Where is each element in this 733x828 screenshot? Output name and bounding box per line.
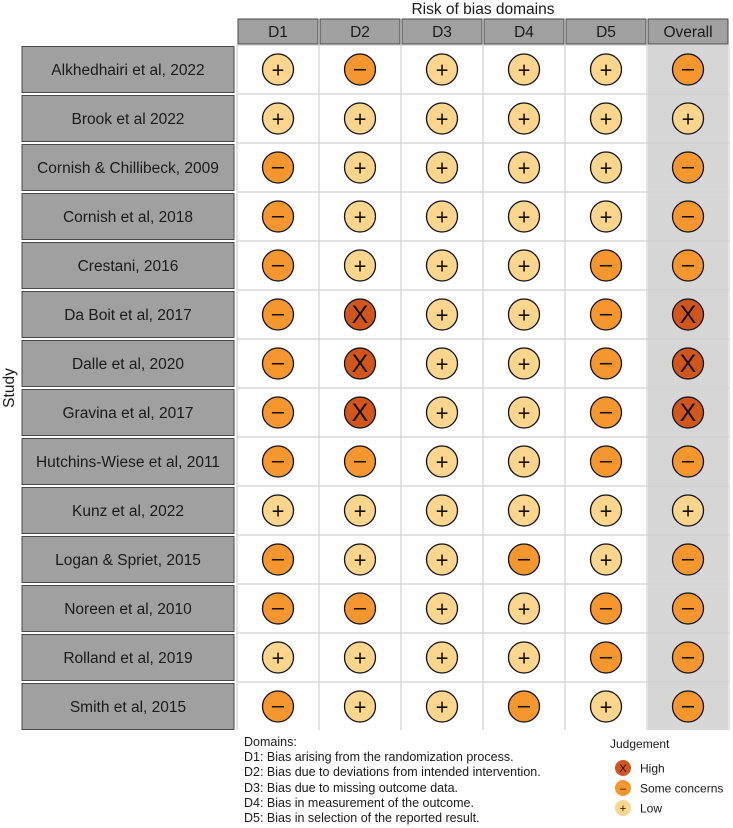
judgement-symbol: +	[517, 302, 531, 328]
judgement-symbol: –	[681, 594, 695, 620]
judgement-symbol: –	[681, 153, 695, 179]
judgement-symbol: +	[517, 204, 531, 230]
study-label: Brook et al 2022	[71, 111, 185, 128]
judgement-symbol: +	[435, 204, 449, 230]
judgement-symbol: –	[681, 251, 695, 277]
judgement-symbol: –	[271, 153, 285, 179]
judgement-symbol: +	[435, 694, 449, 720]
judgement-symbol: +	[271, 498, 285, 524]
judgement-symbol: +	[681, 498, 695, 524]
judgement-symbol: +	[435, 351, 449, 377]
domains-note	[244, 735, 541, 826]
judgement-symbol: –	[517, 692, 531, 718]
judgement-symbol: +	[271, 645, 285, 671]
study-label: Kunz et al, 2022	[71, 503, 185, 520]
study-label: Cornish & Chillibeck, 2009	[37, 160, 219, 177]
study-label: Rolland et al, 2019	[63, 650, 193, 667]
judgement-symbol: –	[599, 447, 613, 473]
judgement-symbol: +	[517, 106, 531, 132]
judgement-symbol: –	[271, 398, 285, 424]
judgement-symbol: +	[435, 57, 449, 83]
judgement-symbol: +	[435, 498, 449, 524]
domain-label-d1: D1	[268, 24, 288, 41]
judgement-symbol: –	[599, 643, 613, 669]
judgement-symbol: +	[599, 694, 613, 720]
study-label: Logan & Spriet, 2015	[55, 552, 201, 569]
judgement-symbol: –	[517, 545, 531, 571]
judgement-symbol: +	[435, 302, 449, 328]
judgement-symbol: +	[517, 253, 531, 279]
study-label: Alkhedhairi et al, 2022	[51, 62, 205, 79]
judgement-symbol: +	[517, 449, 531, 475]
domain-label-d5: D5	[596, 24, 616, 41]
judgement-symbol: +	[271, 106, 285, 132]
judgement-symbol: –	[271, 349, 285, 375]
judgement-symbol: –	[271, 447, 285, 473]
study-label: Hutchins-Wiese et al, 2011	[35, 454, 221, 471]
chart-title: Risk of bias domains	[411, 1, 555, 18]
judgement-symbol: +	[435, 645, 449, 671]
study-label: Crestani, 2016	[77, 258, 179, 275]
study-label: Gravina et al, 2017	[62, 405, 194, 422]
judgement-symbol: –	[681, 202, 695, 228]
judgement-symbol: +	[599, 498, 613, 524]
judgement-symbol: +	[681, 106, 695, 132]
judgement-symbol: +	[599, 57, 613, 83]
judgement-symbol: +	[517, 596, 531, 622]
judgement-symbol: +	[353, 253, 367, 279]
judgement-symbol: +	[435, 155, 449, 181]
legend-symbol: –	[619, 783, 627, 795]
judgement-symbol: +	[599, 155, 613, 181]
domain-note-d2: D2: Bias due to deviations from intended intervention.	[244, 765, 541, 780]
judgement-symbol: +	[599, 204, 613, 230]
judgement-symbol: +	[517, 57, 531, 83]
judgement-symbol: –	[271, 545, 285, 571]
judgement-symbol: +	[599, 547, 613, 573]
domain-label-d3: D3	[432, 24, 452, 41]
judgement-symbol: +	[517, 155, 531, 181]
judgement-symbol: –	[271, 251, 285, 277]
judgement-legend	[610, 736, 733, 828]
judgement-symbol: +	[353, 155, 367, 181]
judgement-symbol: –	[271, 692, 285, 718]
judgement-symbol: +	[517, 400, 531, 426]
judgement-symbol: –	[681, 447, 695, 473]
judgement-symbol: +	[353, 547, 367, 573]
judgement-symbol: +	[353, 694, 367, 720]
judgement-symbol: +	[435, 449, 449, 475]
judgement-symbol: –	[599, 398, 613, 424]
judgement-symbol: +	[517, 498, 531, 524]
judgement-symbol: +	[435, 547, 449, 573]
judgement-symbol: –	[353, 447, 367, 473]
judgement-symbol: –	[353, 55, 367, 81]
judgement-symbol: X	[351, 350, 369, 378]
study-label: Dalle et al, 2020	[71, 356, 185, 373]
judgement-symbol: +	[353, 204, 367, 230]
judgement-symbol: +	[517, 351, 531, 377]
legend-symbol: +	[619, 803, 627, 815]
judgement-symbol: +	[353, 645, 367, 671]
y-axis-title: Study	[1, 368, 18, 408]
judgement-symbol: X	[679, 350, 697, 378]
judgement-symbol: –	[599, 251, 613, 277]
judgement-symbol: –	[599, 349, 613, 375]
judgement-symbol: X	[351, 399, 369, 427]
judgement-symbol: +	[353, 106, 367, 132]
judgement-symbol: X	[679, 301, 697, 329]
judgement-symbol: –	[681, 55, 695, 81]
study-label: Da Boit et al, 2017	[64, 307, 192, 324]
domain-label-overall: Overall	[663, 24, 713, 41]
judgement-symbol: –	[681, 545, 695, 571]
domain-note-d5: D5: Bias in selection of the reported result.	[244, 811, 480, 826]
study-label: Smith et al, 2015	[69, 699, 187, 716]
judgement-symbol: +	[599, 106, 613, 132]
judgement-symbol: +	[517, 645, 531, 671]
domain-note-d1: D1: Bias arising from the randomization process.	[244, 750, 514, 765]
domain-note-d3: D3: Bias due to missing outcome data.	[244, 780, 459, 795]
domain-label-d2: D2	[350, 24, 370, 41]
judgement-symbol: –	[599, 300, 613, 326]
study-label: Noreen et al, 2010	[64, 601, 192, 618]
judgement-symbol: –	[681, 643, 695, 669]
domain-note-d4: D4: Bias in measurement of the outcome.	[244, 795, 474, 810]
judgement-symbol: –	[271, 300, 285, 326]
judgement-symbol: +	[435, 400, 449, 426]
judgement-symbol: +	[353, 498, 367, 524]
domain-label-d4: D4	[514, 24, 534, 41]
legend-title: Judgement	[610, 737, 670, 751]
study-label: Cornish et al, 2018	[62, 209, 194, 226]
judgement-symbol: –	[681, 692, 695, 718]
legend-label: Some concerns	[640, 781, 724, 796]
legend-label: High	[640, 761, 665, 776]
legend-symbol: X	[619, 763, 627, 775]
judgement-symbol: –	[271, 202, 285, 228]
judgement-symbol: –	[271, 594, 285, 620]
domains-note-title: Domains:	[244, 735, 297, 749]
judgement-symbol: +	[435, 106, 449, 132]
judgement-symbol: X	[679, 399, 697, 427]
judgement-symbol: +	[435, 596, 449, 622]
legend-label: Low	[640, 801, 663, 816]
judgement-symbol: +	[271, 57, 285, 83]
judgement-symbol: +	[435, 253, 449, 279]
judgement-symbol: X	[351, 301, 369, 329]
judgement-symbol: –	[353, 594, 367, 620]
judgement-symbol: –	[599, 594, 613, 620]
